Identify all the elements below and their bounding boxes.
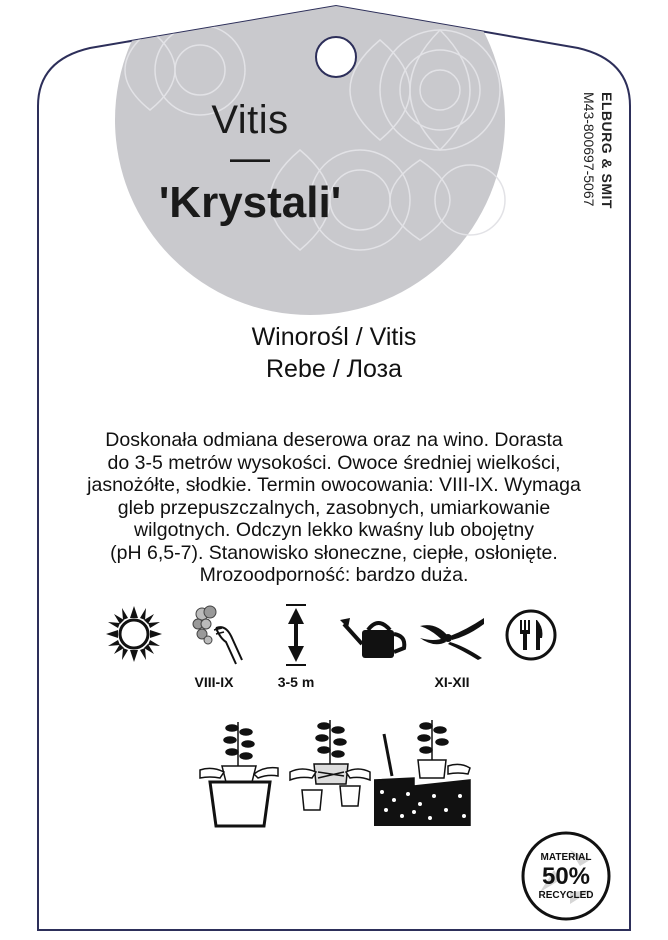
vendor-block	[580, 92, 616, 209]
title-dash: —	[230, 136, 270, 180]
description-line: do 3-5 metrów wysokości. Owoce średniej wielkości,	[107, 451, 561, 474]
edible-cutlery-icon	[504, 608, 558, 662]
cultivar-title: 'Krystali'	[158, 178, 342, 227]
description-line: wilgotnych. Odczyn lekko kwaśny lub obojętny	[134, 519, 534, 541]
loosen-roots-icon	[288, 716, 372, 812]
harvest-label: VIII-IX	[194, 674, 234, 690]
remove-pot-icon	[198, 716, 280, 828]
pruning-shears-icon	[418, 616, 486, 660]
description	[70, 429, 598, 587]
description-line: gleb przepuszczalnych, zasobnych, umiarkowanie	[117, 496, 551, 519]
description-line: (pH 6,5-7). Stanowisko słoneczne, ciepłe, osłonięte.	[110, 541, 558, 564]
height-arrow-icon	[284, 604, 308, 666]
vendor-brand: ELBURG & SMIT	[599, 92, 615, 209]
description-line: Doskonała odmiana deserowa oraz na wino. Dorasta	[105, 429, 563, 451]
plant-in-soil-icon	[374, 716, 472, 826]
hanging-hole	[315, 36, 357, 78]
common-name-line-2: Rebe / Лоза	[266, 355, 402, 383]
badge-percent-text: 50%	[541, 863, 591, 890]
description-line: jasnożółte, słodkie. Termin owocowania: VIII-IX. Wymaga	[87, 474, 581, 496]
height-label: 3-5 m	[277, 674, 315, 690]
common-name-line-1: Winorośl / Vitis	[251, 323, 417, 351]
description-line: Mrozoodporność: bardzo duża.	[199, 564, 469, 586]
recycled-material-badge	[520, 830, 612, 922]
genus-title: Vitis	[211, 98, 289, 142]
sun-icon	[106, 606, 162, 662]
badge-top-text: MATERIAL	[540, 852, 592, 863]
fruit-harvest-icon	[186, 604, 246, 666]
vendor-code: M43-800697-5067	[581, 92, 597, 207]
watering-can-icon	[340, 614, 410, 660]
badge-bottom-text: RECYCLED	[538, 890, 594, 901]
pruning-label: XI-XII	[434, 674, 470, 690]
